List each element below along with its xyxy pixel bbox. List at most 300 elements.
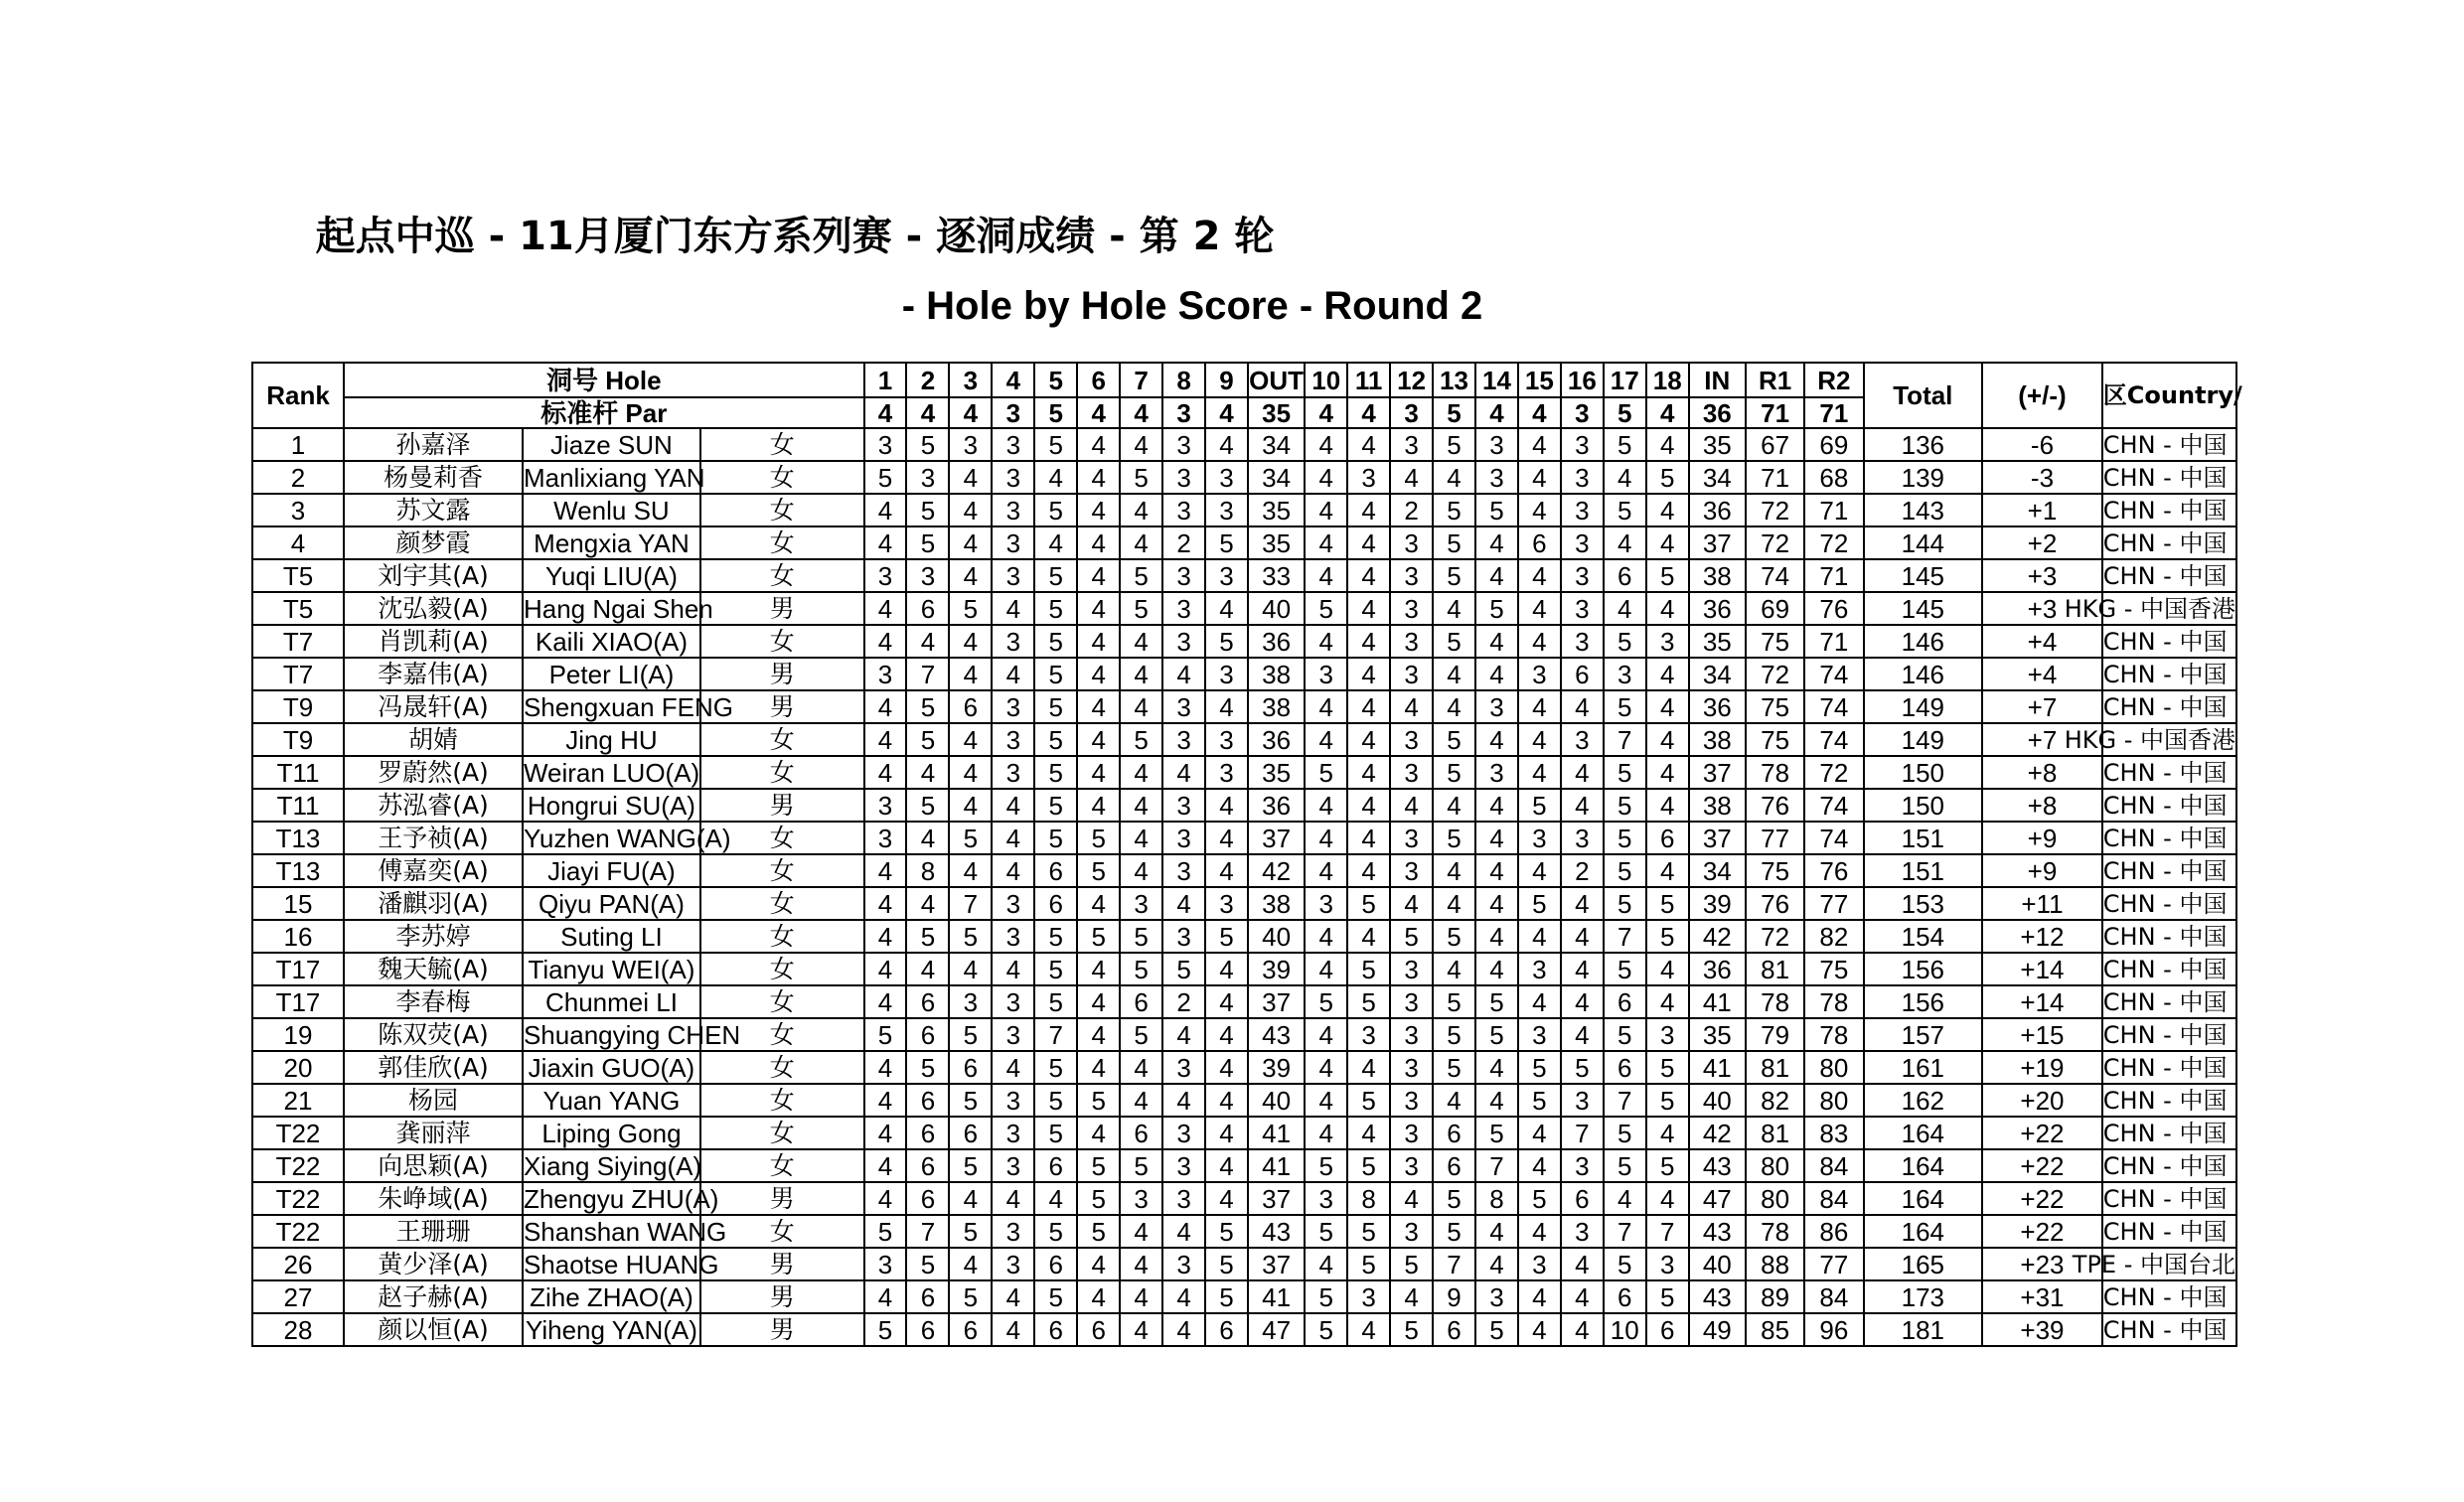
score-cell: 3	[864, 559, 907, 592]
score-cell: 6	[949, 1051, 992, 1084]
hole-number: 6	[1077, 363, 1120, 397]
gender-cell: 男	[700, 690, 864, 723]
diff-cell: +1	[1982, 494, 2102, 526]
score-cell: 3	[1475, 756, 1518, 789]
score-cell: 38	[1689, 559, 1746, 592]
rank-cell: T5	[252, 559, 344, 592]
chinese-name-cell: 李苏婷	[344, 920, 523, 953]
score-cell: 4	[1518, 1215, 1561, 1248]
score-cell: 3	[1162, 559, 1205, 592]
score-cell: 5	[1646, 461, 1689, 494]
country-cell: CHN - 中国	[2102, 1215, 2236, 1248]
country-cell: TPE - 中国台北	[2102, 1248, 2236, 1280]
score-cell: 5	[1475, 494, 1518, 526]
score-cell: 4	[1646, 854, 1689, 887]
score-cell: 4	[1077, 789, 1120, 822]
score-cell: 3	[992, 559, 1034, 592]
score-cell: 4	[1561, 690, 1604, 723]
score-cell: 71	[1804, 559, 1863, 592]
score-cell: 5	[1347, 1084, 1390, 1117]
score-cell: 77	[1804, 1248, 1863, 1280]
rank-cell: T9	[252, 690, 344, 723]
score-cell: 6	[1604, 1051, 1646, 1084]
score-cell: 5	[1475, 985, 1518, 1018]
score-cell: 4	[949, 1248, 992, 1280]
score-cell: 4	[949, 789, 992, 822]
score-cell: 3	[1162, 690, 1205, 723]
score-cell: 3	[864, 1248, 907, 1280]
english-name-cell: Yuan YANG	[523, 1084, 700, 1117]
hole-number: 11	[1347, 363, 1390, 397]
chinese-name-cell: 王珊珊	[344, 1215, 523, 1248]
score-cell: 42	[1689, 1117, 1746, 1149]
score-cell: 5	[1433, 985, 1475, 1018]
score-cell: 5	[1604, 690, 1646, 723]
score-cell: 5	[906, 494, 949, 526]
score-cell: 4	[1120, 494, 1162, 526]
total-cell: 136	[1864, 428, 1983, 461]
score-cell: 4	[1518, 461, 1561, 494]
score-cell: 4	[1120, 822, 1162, 854]
total-cell: 151	[1864, 854, 1983, 887]
score-cell: 4	[1120, 1248, 1162, 1280]
total-cell: 164	[1864, 1215, 1983, 1248]
score-cell: 3	[1561, 1084, 1604, 1117]
chinese-name-cell: 向思颖(A)	[344, 1149, 523, 1182]
score-cell: 5	[1077, 854, 1120, 887]
score-cell: 4	[1347, 1051, 1390, 1084]
score-cell: 5	[864, 461, 907, 494]
score-cell: 4	[1120, 1215, 1162, 1248]
score-cell: 72	[1746, 920, 1804, 953]
score-cell: 5	[1646, 1280, 1689, 1313]
score-cell: 5	[1433, 526, 1475, 559]
rank-cell: T22	[252, 1117, 344, 1149]
hole-number: 2	[906, 363, 949, 397]
table-row	[252, 1280, 2236, 1313]
score-cell: 4	[1561, 789, 1604, 822]
score-cell: 4	[1646, 658, 1689, 690]
score-cell: 3	[1475, 428, 1518, 461]
rank-header: Rank	[252, 363, 344, 428]
score-cell: 6	[906, 1018, 949, 1051]
score-cell: 3	[1390, 1149, 1433, 1182]
score-cell: 75	[1746, 625, 1804, 658]
par-value: 35	[1248, 397, 1305, 428]
score-cell: 4	[864, 494, 907, 526]
score-cell: 4	[1604, 526, 1646, 559]
score-cell: 5	[1518, 1182, 1561, 1215]
english-name-cell: Yuzhen WANG(A)	[523, 823, 731, 853]
diff-cell: +4	[1982, 625, 2102, 658]
score-cell: 5	[1205, 526, 1248, 559]
score-cell: 40	[1248, 1084, 1305, 1117]
score-cell: 4	[1561, 1248, 1604, 1280]
score-cell: 5	[1077, 1084, 1120, 1117]
score-cell: 75	[1746, 854, 1804, 887]
score-cell: 5	[1433, 756, 1475, 789]
score-cell: 71	[1746, 461, 1804, 494]
score-cell: 6	[1034, 1313, 1077, 1346]
score-cell: 4	[1077, 494, 1120, 526]
score-cell: 3	[949, 428, 992, 461]
english-name-cell: Jing HU	[523, 723, 700, 756]
score-cell: 5	[1034, 428, 1077, 461]
chinese-name-cell: 罗蔚然(A)	[344, 756, 523, 789]
score-cell: 39	[1248, 953, 1305, 985]
score-cell: 5	[1475, 1313, 1518, 1346]
score-cell: 4	[1646, 985, 1689, 1018]
score-cell: 4	[1433, 953, 1475, 985]
total-cell: 154	[1864, 920, 1983, 953]
diff-cell: +12	[1982, 920, 2102, 953]
score-cell: 3	[992, 625, 1034, 658]
score-cell: 5	[1518, 1051, 1561, 1084]
score-cell: 4	[1475, 822, 1518, 854]
par-value: 4	[949, 397, 992, 428]
score-cell: 77	[1746, 822, 1804, 854]
score-cell: 4	[1077, 526, 1120, 559]
score-cell: 41	[1689, 985, 1746, 1018]
score-cell: 7	[1604, 920, 1646, 953]
score-cell: 4	[949, 494, 992, 526]
score-cell: 5	[1205, 1248, 1248, 1280]
score-cell: 5	[1347, 1248, 1390, 1280]
score-cell: 5	[906, 526, 949, 559]
score-cell: 47	[1248, 1313, 1305, 1346]
score-cell: 7	[1475, 1149, 1518, 1182]
diff-cell: +9	[1982, 822, 2102, 854]
par-value: 4	[1120, 397, 1162, 428]
score-cell: 35	[1248, 756, 1305, 789]
gender-cell: 男	[700, 1280, 864, 1313]
score-cell: 5	[1034, 756, 1077, 789]
score-cell: 4	[949, 559, 992, 592]
score-cell: 3	[1162, 1149, 1205, 1182]
score-cell: 5	[1518, 1084, 1561, 1117]
score-cell: 3	[1561, 822, 1604, 854]
par-value: 4	[1077, 397, 1120, 428]
country-cell: CHN - 中国	[2102, 428, 2236, 461]
score-cell: 4	[1433, 461, 1475, 494]
country-cell: CHN - 中国	[2102, 822, 2236, 854]
score-cell: 35	[1248, 494, 1305, 526]
score-cell: 4	[1120, 789, 1162, 822]
score-cell: 4	[949, 1182, 992, 1215]
score-cell: 3	[1390, 625, 1433, 658]
score-cell: 4	[1205, 690, 1248, 723]
score-cell: 4	[1518, 985, 1561, 1018]
diff-cell: +22	[1982, 1182, 2102, 1215]
score-cell: 38	[1689, 723, 1746, 756]
hole-number: 14	[1475, 363, 1518, 397]
score-cell: 69	[1804, 428, 1863, 461]
score-cell: 6	[1646, 822, 1689, 854]
chinese-name-cell: 赵子赫(A)	[344, 1280, 523, 1313]
score-cell: 4	[864, 526, 907, 559]
score-cell: 2	[1162, 526, 1205, 559]
chinese-name-cell: 龚丽萍	[344, 1117, 523, 1149]
score-cell: 3	[1561, 625, 1604, 658]
score-cell: 3	[906, 559, 949, 592]
english-name-cell: Shuangying CHEN	[523, 1019, 741, 1050]
chinese-name-cell: 苏泓睿(A)	[344, 789, 523, 822]
score-cell: 5	[1646, 1084, 1689, 1117]
score-cell: 7	[1034, 1018, 1077, 1051]
score-cell: 4	[1347, 658, 1390, 690]
diff-cell: +22	[1982, 1215, 2102, 1248]
score-cell: 4	[1077, 1117, 1120, 1149]
chinese-name-cell: 孙嘉泽	[344, 428, 523, 461]
score-cell: 68	[1804, 461, 1863, 494]
score-cell: 84	[1804, 1280, 1863, 1313]
score-cell: 5	[1077, 1182, 1120, 1215]
score-cell: 43	[1689, 1149, 1746, 1182]
rank-cell: 21	[252, 1084, 344, 1117]
score-cell: 41	[1248, 1280, 1305, 1313]
score-cell: 67	[1746, 428, 1804, 461]
diff-cell: +7	[1982, 690, 2102, 723]
chinese-name-cell: 苏文露	[344, 494, 523, 526]
par-value: 4	[906, 397, 949, 428]
score-cell: 74	[1804, 822, 1863, 854]
score-cell: 34	[1248, 428, 1305, 461]
rank-cell: 1	[252, 428, 344, 461]
score-cell: 5	[1604, 887, 1646, 920]
score-cell: 4	[1347, 854, 1390, 887]
gender-cell: 女	[700, 854, 864, 887]
table-row	[252, 822, 2236, 854]
score-cell: 4	[1120, 756, 1162, 789]
score-cell: 5	[1604, 1149, 1646, 1182]
score-cell: 78	[1746, 756, 1804, 789]
score-cell: 3	[992, 428, 1034, 461]
gender-cell: 女	[700, 1018, 864, 1051]
score-cell: 80	[1804, 1084, 1863, 1117]
par-value: 4	[864, 397, 907, 428]
score-cell: 4	[1518, 428, 1561, 461]
score-cell: 4	[1561, 1018, 1604, 1051]
score-cell: 5	[1034, 920, 1077, 953]
score-cell: 6	[1077, 1313, 1120, 1346]
score-cell: 5	[1604, 789, 1646, 822]
score-cell: 5	[1305, 592, 1347, 625]
score-cell: 5	[1433, 559, 1475, 592]
gender-cell: 女	[700, 985, 864, 1018]
table-row	[252, 526, 2236, 559]
table-row	[252, 789, 2236, 822]
score-cell: 4	[864, 625, 907, 658]
score-cell: 3	[1205, 723, 1248, 756]
total-cell: 151	[1864, 822, 1983, 854]
score-cell: 37	[1689, 756, 1746, 789]
score-cell: 4	[1390, 1182, 1433, 1215]
score-cell: 6	[906, 1182, 949, 1215]
score-cell: 5	[949, 1018, 992, 1051]
hole-number: 13	[1433, 363, 1475, 397]
par-value: 5	[1433, 397, 1475, 428]
score-cell: 5	[1433, 1182, 1475, 1215]
chinese-name-cell: 肖凯莉(A)	[344, 625, 523, 658]
score-cell: 37	[1248, 1182, 1305, 1215]
diff-cell: +14	[1982, 985, 2102, 1018]
score-cell: 5	[949, 1280, 992, 1313]
score-cell: 4	[992, 1280, 1034, 1313]
score-cell: 3	[1518, 658, 1561, 690]
score-cell: 3	[1561, 723, 1604, 756]
score-cell: 81	[1746, 1117, 1804, 1149]
score-cell: 3	[1305, 1182, 1347, 1215]
diff-cell: +22	[1982, 1149, 2102, 1182]
score-cell: 6	[1604, 985, 1646, 1018]
gender-cell: 女	[700, 494, 864, 526]
score-cell: 5	[906, 428, 949, 461]
hole-number: 3	[949, 363, 992, 397]
score-cell: 3	[1162, 1051, 1205, 1084]
score-cell: 4	[1305, 1018, 1347, 1051]
diff-cell: +9	[1982, 854, 2102, 887]
chinese-name-cell: 颜以恒(A)	[344, 1313, 523, 1346]
score-table	[251, 362, 2242, 1347]
score-cell: 5	[1034, 658, 1077, 690]
score-cell: 4	[1347, 690, 1390, 723]
par-value: 4	[1305, 397, 1347, 428]
score-cell: 5	[1390, 1248, 1433, 1280]
score-cell: 4	[1561, 1313, 1604, 1346]
score-cell: 5	[906, 723, 949, 756]
gender-cell: 男	[700, 658, 864, 690]
score-cell: 4	[949, 526, 992, 559]
score-cell: 5	[864, 1313, 907, 1346]
diff-cell: +31	[1982, 1280, 2102, 1313]
diff-cell: +19	[1982, 1051, 2102, 1084]
score-cell: 3	[1561, 461, 1604, 494]
score-cell: 3	[1390, 559, 1433, 592]
score-cell: 4	[1475, 526, 1518, 559]
score-cell: 4	[1347, 559, 1390, 592]
total-cell: 173	[1864, 1280, 1983, 1313]
score-cell: 3	[1205, 559, 1248, 592]
score-cell: 4	[1433, 690, 1475, 723]
score-cell: 4	[1646, 526, 1689, 559]
score-cell: 3	[1120, 887, 1162, 920]
score-cell: 34	[1689, 658, 1746, 690]
score-cell: 9	[1433, 1280, 1475, 1313]
table-row	[252, 1313, 2236, 1346]
score-cell: 7	[1604, 1084, 1646, 1117]
score-cell: 3	[992, 1117, 1034, 1149]
score-cell: 72	[1746, 526, 1804, 559]
score-cell: 5	[949, 1149, 992, 1182]
score-cell: 7	[906, 1215, 949, 1248]
score-cell: 4	[1518, 1280, 1561, 1313]
score-cell: 3	[992, 723, 1034, 756]
score-cell: 43	[1689, 1280, 1746, 1313]
table-row	[252, 428, 2236, 461]
score-cell: 3	[1162, 854, 1205, 887]
score-cell: 4	[1347, 756, 1390, 789]
english-name-cell: Jiaxin GUO(A)	[523, 1051, 700, 1084]
score-cell: 3	[1205, 756, 1248, 789]
score-cell: 82	[1746, 1084, 1804, 1117]
par-value: 4	[1646, 397, 1689, 428]
score-cell: 3	[1518, 822, 1561, 854]
score-cell: 4	[1205, 953, 1248, 985]
table-row	[252, 1248, 2236, 1280]
score-cell: 4	[864, 756, 907, 789]
hole-number: 5	[1034, 363, 1077, 397]
score-cell: 4	[906, 887, 949, 920]
par-value: 3	[1561, 397, 1604, 428]
total-cell: 153	[1864, 887, 1983, 920]
score-cell: 5	[1347, 887, 1390, 920]
score-cell: 6	[1034, 854, 1077, 887]
score-cell: 37	[1689, 822, 1746, 854]
gender-cell: 女	[700, 625, 864, 658]
country-cell: CHN - 中国	[2102, 854, 2236, 887]
country-cell: CHN - 中国	[2102, 494, 2236, 526]
score-cell: 5	[1305, 1313, 1347, 1346]
score-cell: 5	[1433, 723, 1475, 756]
rank-cell: T11	[252, 789, 344, 822]
score-cell: 38	[1248, 887, 1305, 920]
hole-number: 17	[1604, 363, 1646, 397]
country-cell: CHN - 中国	[2102, 756, 2236, 789]
score-cell: 4	[1305, 494, 1347, 526]
english-name-cell: Yuqi LIU(A)	[523, 559, 700, 592]
score-cell: 4	[906, 625, 949, 658]
score-cell: 4	[864, 1084, 907, 1117]
in-header: IN	[1689, 363, 1746, 397]
score-cell: 5	[949, 592, 992, 625]
score-cell: 4	[1518, 690, 1561, 723]
score-cell: 4	[1433, 789, 1475, 822]
score-cell: 6	[906, 1117, 949, 1149]
score-cell: 4	[1475, 658, 1518, 690]
score-cell: 4	[1347, 428, 1390, 461]
score-cell: 78	[1746, 985, 1804, 1018]
score-cell: 5	[1034, 494, 1077, 526]
score-cell: 40	[1689, 1248, 1746, 1280]
score-cell: 5	[1205, 1280, 1248, 1313]
score-cell: 4	[1475, 1084, 1518, 1117]
score-cell: 4	[864, 723, 907, 756]
score-cell: 76	[1804, 854, 1863, 887]
score-cell: 4	[906, 756, 949, 789]
diff-cell: +8	[1982, 756, 2102, 789]
score-cell: 4	[1475, 920, 1518, 953]
english-name-cell: Qiyu PAN(A)	[523, 887, 700, 920]
score-cell: 4	[1305, 690, 1347, 723]
score-cell: 4	[1604, 592, 1646, 625]
hole-number: 8	[1162, 363, 1205, 397]
score-cell: 37	[1248, 985, 1305, 1018]
score-cell: 4	[1077, 625, 1120, 658]
score-cell: 84	[1804, 1182, 1863, 1215]
table-row	[252, 658, 2236, 690]
score-cell: 71	[1804, 494, 1863, 526]
score-cell: 4	[864, 1117, 907, 1149]
score-cell: 4	[1077, 756, 1120, 789]
score-cell: 5	[1305, 756, 1347, 789]
score-cell: 35	[1248, 526, 1305, 559]
score-cell: 5	[906, 690, 949, 723]
score-cell: 5	[1518, 789, 1561, 822]
score-cell: 4	[1305, 625, 1347, 658]
score-cell: 5	[1120, 723, 1162, 756]
gender-cell: 女	[700, 1215, 864, 1248]
score-cell: 3	[1390, 985, 1433, 1018]
